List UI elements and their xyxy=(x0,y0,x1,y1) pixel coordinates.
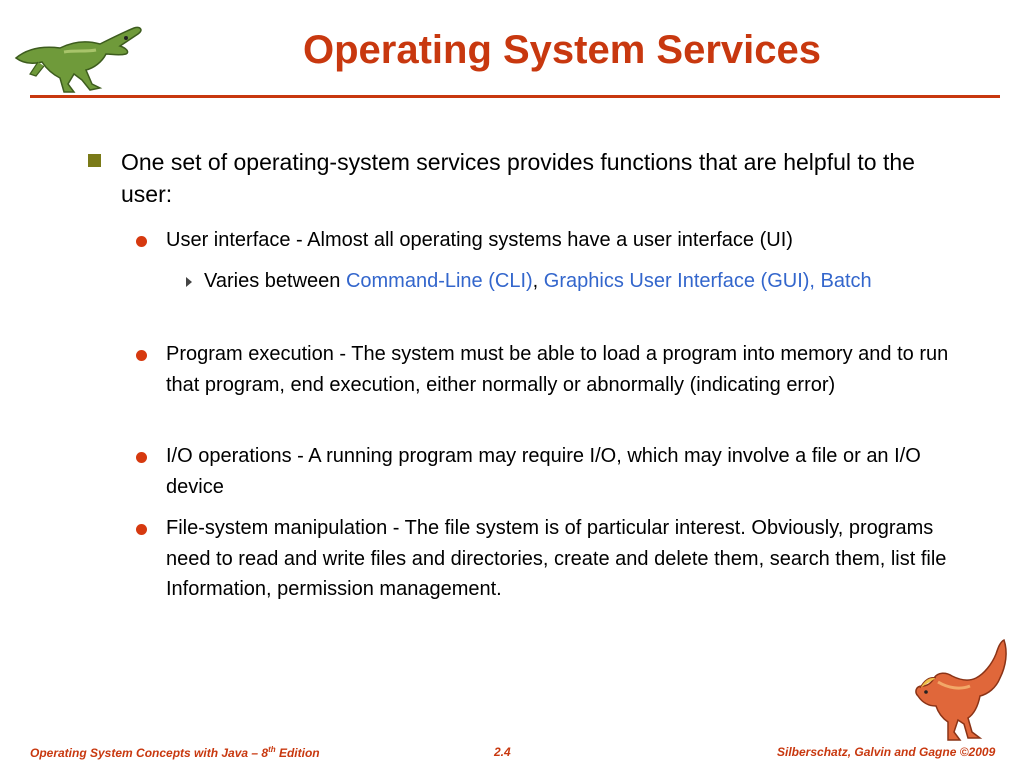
footer-book-title xyxy=(30,745,320,760)
footer-book-suffix: Edition xyxy=(275,746,320,760)
footer-book-sup: th xyxy=(268,745,276,754)
cli-link: Command-Line (CLI) xyxy=(345,270,533,292)
arrow-bullet-icon xyxy=(186,277,192,287)
ui-types-comma: , xyxy=(532,270,544,292)
round-bullet-icon xyxy=(136,452,147,463)
round-bullet-icon xyxy=(136,236,147,247)
footer-book-prefix: Operating System Concepts with Java – 8 xyxy=(30,746,269,760)
user-interface-bullet: User interface - Almost all operating systems have a user interface (UI) xyxy=(166,229,793,251)
round-bullet-icon xyxy=(136,350,147,361)
gui-batch-link: Graphics User Interface (GUI), Batch xyxy=(543,270,872,292)
footer-authors: Silberschatz, Galvin and Gagne ©2009 xyxy=(777,745,996,759)
program-execution-bullet: Program execution - The system must be able to load a program into memory and to run that program, end execution, either normally or abnormally (indicating error) xyxy=(166,343,949,396)
round-bullet-icon xyxy=(136,524,147,535)
dinosaur-bottom-icon xyxy=(908,636,1012,744)
ui-types-bullet xyxy=(204,266,934,297)
title-divider xyxy=(30,95,1000,98)
footer-page-number: 2.4 xyxy=(494,745,511,759)
file-system-bullet: File-system manipulation - The file system is of particular interest. Obviously, programs need to read and write files and directories, create and delete them, search them, list file Information, permission management. xyxy=(166,517,947,600)
ui-types-prefix: Varies between xyxy=(204,270,346,292)
main-bullet-text: One set of operating-system services provides functions that are helpful to the user: xyxy=(121,149,915,207)
slide-title: Operating System Services xyxy=(302,28,822,72)
io-operations-bullet: I/O operations - A running program may require I/O, which may involve a file or an I/O device xyxy=(166,445,921,498)
square-bullet-icon xyxy=(88,154,101,167)
